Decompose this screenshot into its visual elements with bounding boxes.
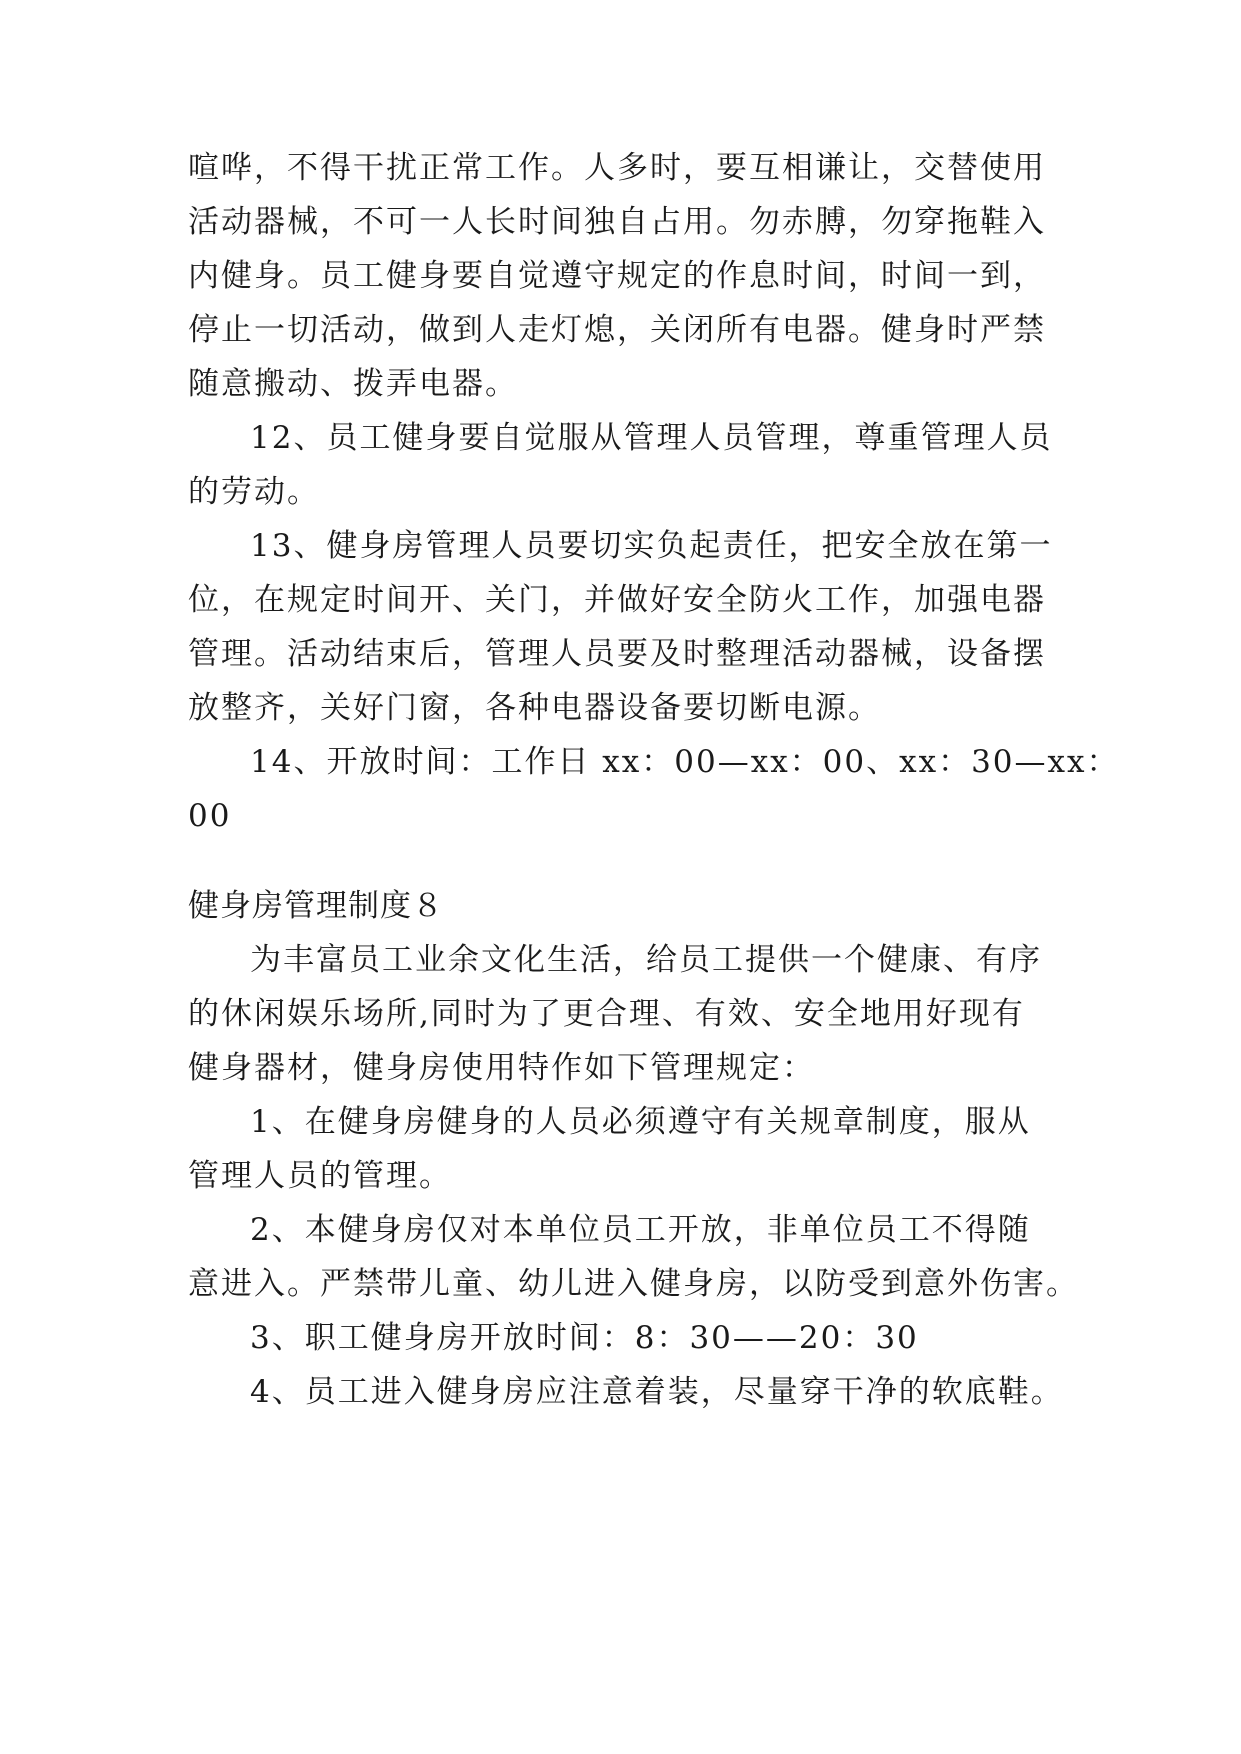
- rule-2-line: 2、本健身房仅对本单位员工开放，非单位员工不得随: [250, 1212, 1031, 1248]
- item-13-line: 13、健身房管理人员要切实负起责任，把安全放在第一: [250, 528, 1053, 564]
- paragraph-line: 喧哗，不得干扰正常工作。人多时，要互相谦让，交替使用: [188, 150, 1046, 186]
- item-13-line: 放整齐，关好门窗，各种电器设备要切断电源。: [188, 690, 881, 726]
- paragraph-line: 停止一切活动，做到人走灯熄，关闭所有电器。健身时严禁: [188, 312, 1046, 348]
- paragraph-line: 活动器械，不可一人长时间独自占用。勿赤膊，勿穿拖鞋入: [188, 204, 1046, 240]
- intro-line: 的休闲娱乐场所,同时为了更合理、有效、安全地用好现有: [188, 996, 1025, 1032]
- item-14-line: 00: [188, 798, 232, 834]
- paragraph-line: 内健身。员工健身要自觉遵守规定的作息时间，时间一到，: [188, 258, 1046, 294]
- paragraph-line: 随意搬动、拨弄电器。: [188, 366, 518, 402]
- item-13-line: 位，在规定时间开、关门，并做好安全防火工作，加强电器: [188, 582, 1046, 618]
- section-title: 健身房管理制度８: [188, 888, 444, 924]
- item-14-line: 14、开放时间：工作日 xx：00—xx：00、xx：30—xx：: [250, 744, 1120, 780]
- item-12-line: 12、员工健身要自觉服从管理人员管理，尊重管理人员: [250, 420, 1053, 456]
- item-12-line: 的劳动。: [188, 474, 320, 510]
- rule-1-line: 管理人员的管理。: [188, 1158, 452, 1194]
- rule-3-line: 3、职工健身房开放时间：8：30——20：30: [250, 1320, 919, 1356]
- item-13-line: 管理。活动结束后，管理人员要及时整理活动器械，设备摆: [188, 636, 1046, 672]
- rule-1-line: 1、在健身房健身的人员必须遵守有关规章制度，服从: [250, 1104, 1031, 1140]
- intro-line: 健身器材，健身房使用特作如下管理规定：: [188, 1050, 815, 1086]
- rule-2-line: 意进入。严禁带儿童、幼儿进入健身房，以防受到意外伤害。: [188, 1266, 1079, 1302]
- rule-4-line: 4、员工进入健身房应注意着装，尽量穿干净的软底鞋。: [250, 1374, 1064, 1410]
- intro-line: 为丰富员工业余文化生活，给员工提供一个健康、有序: [250, 942, 1042, 978]
